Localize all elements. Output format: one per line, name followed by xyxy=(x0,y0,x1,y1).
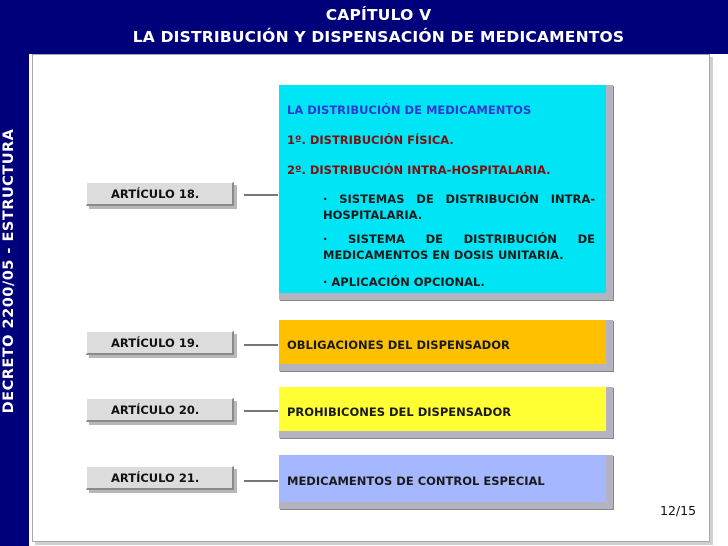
page-title: LA DISTRIBUCIÓN Y DISPENSACIÓN DE MEDICAMENTOS xyxy=(132,28,625,46)
connector-19 xyxy=(244,344,278,346)
article-18-label: ARTÍCULO 18. xyxy=(86,182,234,206)
article-21-text: MEDICAMENTOS DE CONTROL ESPECIAL xyxy=(287,474,545,488)
subpoint-3: · APLICACIÓN OPCIONAL. xyxy=(323,275,485,289)
connector-20 xyxy=(244,410,278,412)
article-20-label: ARTÍCULO 20. xyxy=(86,398,234,422)
page-number: 12/15 xyxy=(660,503,697,518)
article-21-box xyxy=(279,455,613,509)
distribution-heading: LA DISTRIBUCIÓN DE MEDICAMENTOS xyxy=(287,103,532,117)
article-19-text: OBLIGACIONES DEL DISPENSADOR xyxy=(287,338,510,352)
connector-21 xyxy=(244,480,278,482)
subpoint-1: · SISTEMAS DE DISTRIBUCIÓN INTRA-HOSPITALARIA. xyxy=(323,192,595,222)
article-19-label: ARTÍCULO 19. xyxy=(86,331,234,355)
chapter-title: CAPÍTULO V xyxy=(325,6,432,24)
article-20-text: PROHIBICONES DEL DISPENSADOR xyxy=(287,405,512,419)
sidebar-label: DECRETO 2200/05 - ESTRUCTURA xyxy=(1,128,17,414)
point-1: 1º. DISTRIBUCIÓN FÍSICA. xyxy=(287,133,454,147)
point-2: 2º. DISTRIBUCIÓN INTRA-HOSPITALARIA. xyxy=(287,163,551,177)
connector-18 xyxy=(244,194,278,196)
article-18-box xyxy=(279,85,613,300)
article-21-label: ARTÍCULO 21. xyxy=(86,466,234,490)
article-20-box xyxy=(279,387,613,438)
article-19-box xyxy=(279,320,613,371)
subpoint-2: · SISTEMA DE DISTRIBUCIÓN DE MEDICAMENTOS EN DOSIS UNITARIA. xyxy=(323,232,595,262)
